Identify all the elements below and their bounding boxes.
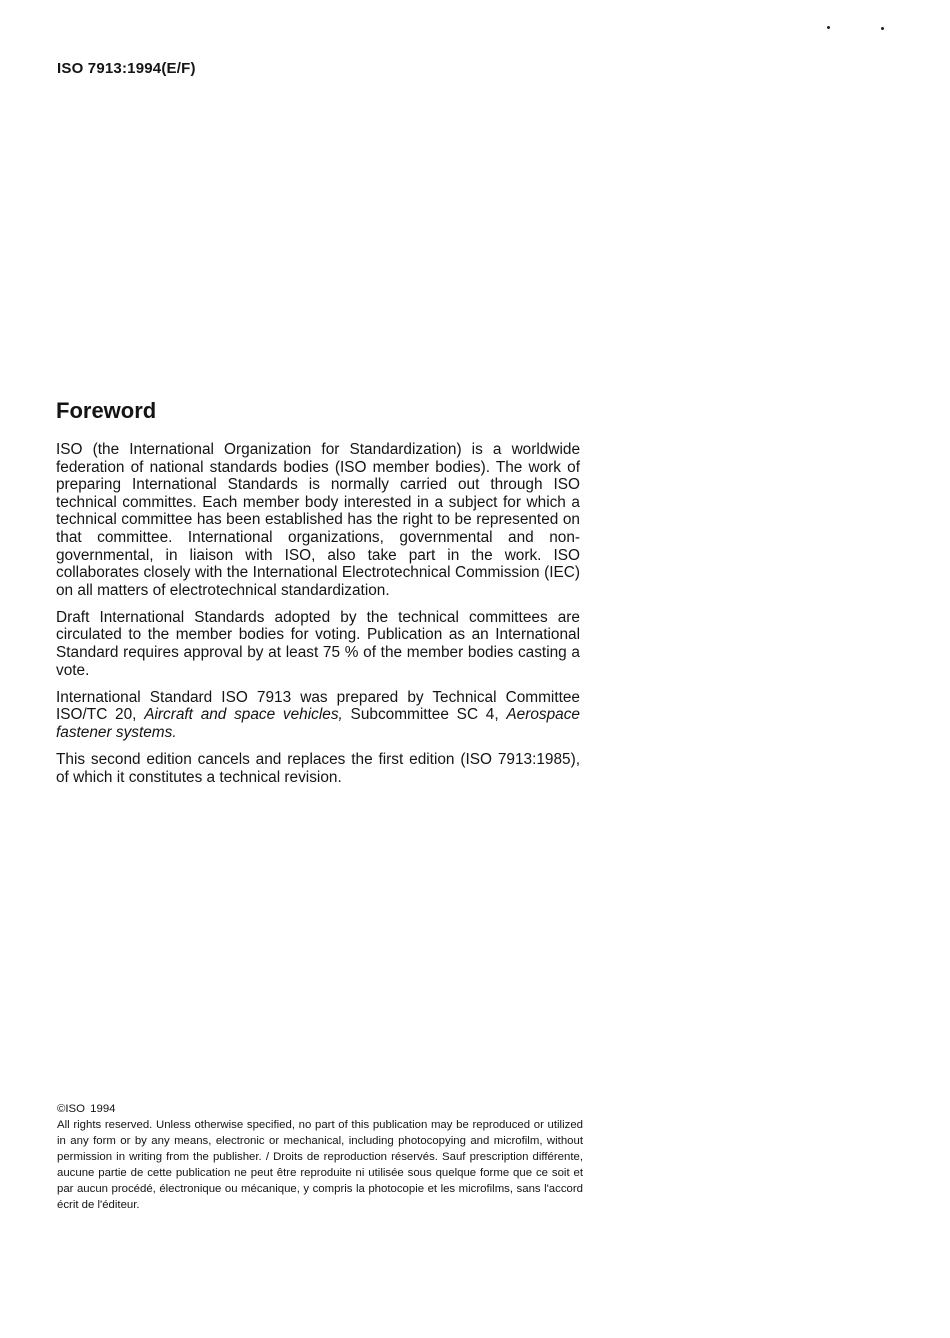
foreword-paragraph-1: ISO (the International Organization for Standardization) is a worldwide federation of national standards bodies (ISO member bodies). The work of preparing International Standards is normally carried out through ISO technical committes. Each member body interested in a subject for which a technical committee has been established has the right to be represented on that committee. International organizations, governmental and non-governmental, in liaison with ISO, also take part in the work. ISO collaborates closely with the International Electrotechnical Commission (IEC) on all matters of electrotechnical standardization. xyxy=(56,441,580,599)
para3-subcommittee-name: Aerospace fastener systems. xyxy=(56,706,580,741)
copyright-notice xyxy=(57,1101,583,1211)
para3-text-b: Subcommittee SC 4, xyxy=(342,706,507,724)
para3-text-a: International Standard ISO 7913 was prepared by Technical Committee ISO/TC 20, xyxy=(56,688,580,724)
foreword-paragraph-4: This second edition cancels and replaces the first edition (ISO 7913:1985), of which it constitutes a technical revision. xyxy=(56,751,580,786)
scan-speck xyxy=(881,27,884,30)
foreword-paragraph-3 xyxy=(56,689,580,742)
foreword-title: Foreword xyxy=(56,398,157,423)
foreword-body xyxy=(56,441,580,796)
document-id: ISO 7913:1994(E/F) xyxy=(57,60,196,77)
scan-speck xyxy=(827,26,830,29)
copyright-symbol-line: ©ISO 1994 xyxy=(57,1103,116,1115)
foreword-paragraph-2: Draft International Standards adopted by the technical committees are circulated to the member bodies for voting. Publication as an International Standard requires approval by at least 75 % of the member bodies casting a vote. xyxy=(56,608,580,679)
copyright-text: All rights reserved. Unless otherwise specified, no part of this publication may be reproduced or utilized in any form or by any means, electronic or mechanical, including photocopying and microfilm, without permission in writing from the publisher. / Droits de reproduction réservés. Sauf prescription différente, aucune partie de cette publication ne peut être reproduite ni utilisée sous quelque forme que ce soit et par aucun procédé, électronique ou mécanique, y compris la photocopie et les microfilms, sans l'accord écrit de l'éditeur. xyxy=(57,1119,583,1211)
para3-committee-name: Aircraft and space vehicles, xyxy=(144,706,343,724)
